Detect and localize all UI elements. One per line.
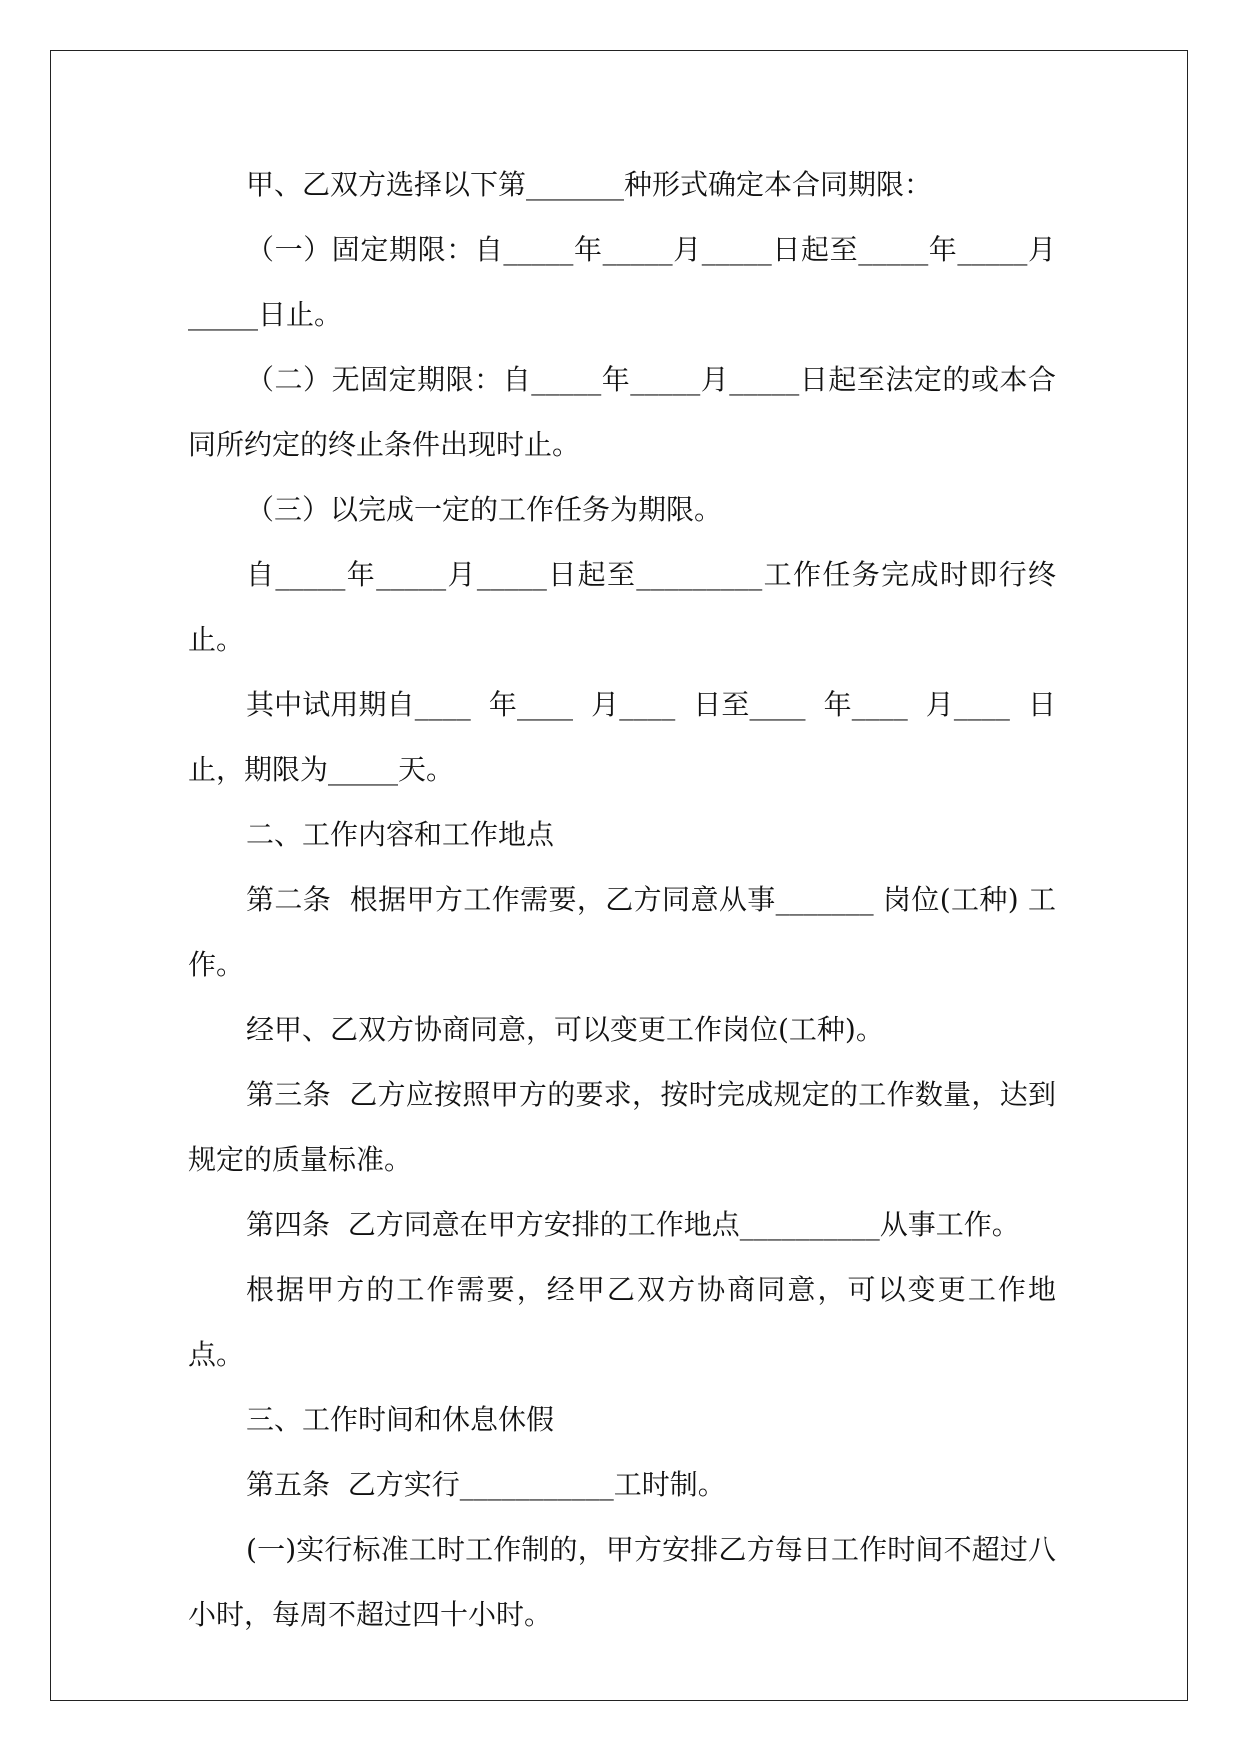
location-change-paragraph: 根据甲方的工作需要，经甲乙双方协商同意，可以变更工作地点。: [188, 1273, 1056, 1371]
standard-hours-paragraph: (一)实行标准工时工作制的，甲方安排乙方每日工作时间不超过八小时，每周不超过四十小时。: [188, 1533, 1056, 1631]
term-choice-paragraph: 甲、乙双方选择以下第_______种形式确定本合同期限：: [246, 168, 933, 201]
article-5-paragraph: 第五条 乙方实行___________工时制。: [246, 1468, 726, 1501]
article-2-paragraph: 第二条 根据甲方工作需要，乙方同意从事_______ 岗位(工种) 工作。: [188, 883, 1056, 981]
position-change-paragraph: 经甲、乙双方协商同意，可以变更工作岗位(工种)。: [246, 1013, 884, 1046]
task-term-dates-paragraph: 自_____年_____月_____日起至_________工作任务完成时即行终止。: [188, 558, 1056, 656]
open-term-paragraph: （二）无固定期限：自_____年_____月_____日起至法定的或本合同所约定的终止条件出现时止。: [188, 363, 1056, 461]
document-body: [188, 152, 1056, 1647]
article-3-paragraph: 第三条 乙方应按照甲方的要求，按时完成规定的工作数量，达到规定的质量标准。: [188, 1078, 1056, 1176]
article-4-paragraph: 第四条 乙方同意在甲方安排的工作地点__________从事工作。: [246, 1208, 1020, 1241]
probation-paragraph: 其中试用期自____ 年____ 月____ 日至____ 年____ 月____ 日止，期限为_____天。: [188, 688, 1056, 786]
task-term-paragraph: （三）以完成一定的工作任务为期限。: [246, 493, 723, 526]
section-heading-work-hours: 三、工作时间和休息休假: [246, 1403, 555, 1436]
fixed-term-paragraph: （一）固定期限：自_____年_____月_____日起至_____年_____月_____日止。: [188, 233, 1056, 331]
section-heading-work-content: 二、工作内容和工作地点: [246, 818, 555, 851]
